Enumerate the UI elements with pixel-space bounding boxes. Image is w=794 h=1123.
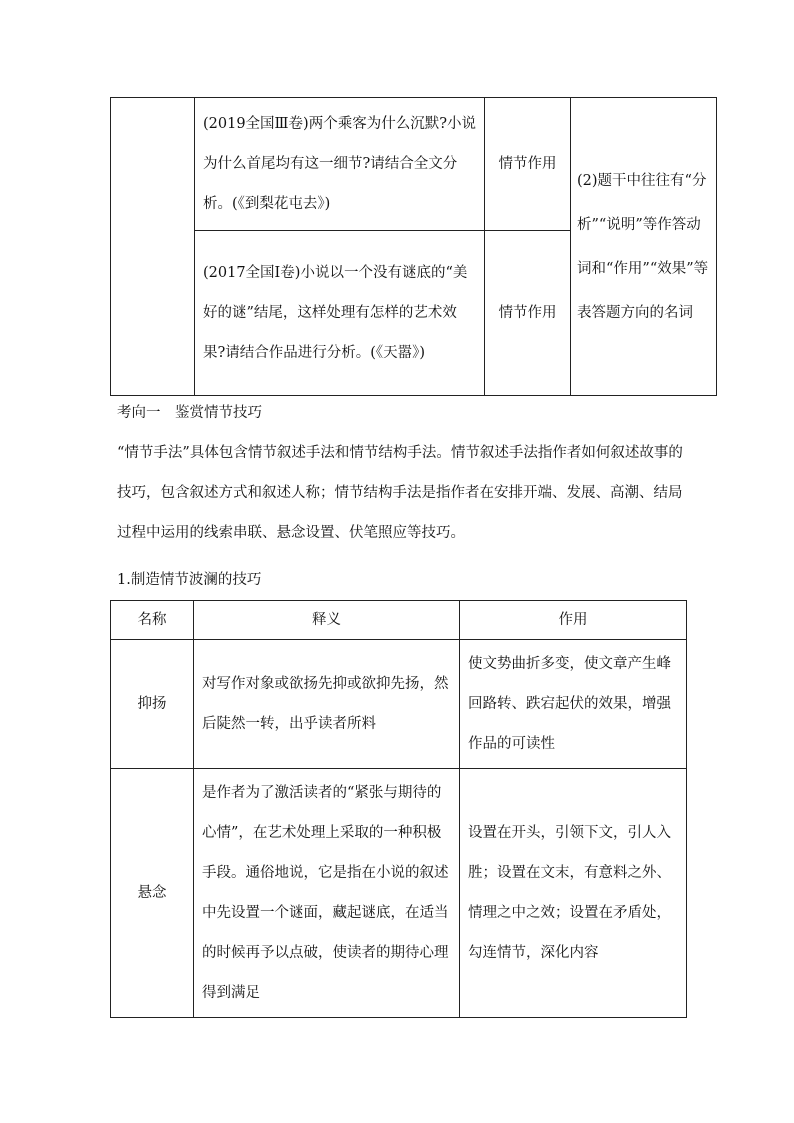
table-row: [111, 769, 687, 1018]
technique-table: [110, 600, 687, 1018]
section-heading: 考向一 鉴赏情节技巧: [117, 405, 262, 421]
note-cell: (2)题干中往往有“分析”“说明”等作答动词和“作用”“效果”等表答题方向的名词: [571, 98, 717, 396]
table-row: [111, 98, 717, 231]
question-cell: (2019全国Ⅲ卷)两个乘客为什么沉默?小说为什么首尾均有这一细节?请结合全文分析。(《到梨花屯去》): [195, 98, 485, 231]
question-cell: (2017全国Ⅰ卷)小说以一个没有谜底的“美好的谜”结尾，这样处理有怎样的艺术效果?请结合作品进行分析。(《天嚣》): [195, 231, 485, 396]
question-examples-table: [110, 97, 717, 396]
technique-effect: 使文势曲折多变，使文章产生峰回路转、跌宕起伏的效果，增强作品的可读性: [460, 640, 687, 769]
table-header-row: [111, 601, 687, 640]
technique-effect: 设置在开头，引领下文，引人入胜；设置在文末，有意料之外、情理之中之效；设置在矛盾处，勾连情节，深化内容: [460, 769, 687, 1018]
technique-definition: 是作者为了激活读者的“紧张与期待的心情”，在艺术处理上采取的一种积极手段。通俗地说，它是指在小说的叙述中先设置一个谜面，藏起谜底，在适当的时候再予以点破，使读者的期待心理得到满足: [194, 769, 460, 1018]
category-cell: 情节作用: [485, 231, 571, 396]
header-name: 名称: [111, 601, 194, 640]
table-row: [111, 640, 687, 769]
subheading: 1.制造情节波澜的技巧: [117, 572, 262, 588]
header-effect: 作用: [460, 601, 687, 640]
empty-label-cell: [111, 98, 195, 396]
intro-paragraph: “情节手法”具体包含情节叙述手法和情节结构手法。情节叙述手法指作者如何叙述故事的技巧，包含叙述方式和叙述人称；情节结构手法是指作者在安排开端、发展、高潮、结局过程中运用的线索串联、悬念设置、伏笔照应等技巧。: [117, 445, 683, 541]
technique-name: 悬念: [111, 769, 194, 1018]
category-cell: 情节作用: [485, 98, 571, 231]
header-definition: 释义: [194, 601, 460, 640]
technique-name: 抑扬: [111, 640, 194, 769]
technique-definition: 对写作对象或欲扬先抑或欲抑先扬，然后陡然一转，出乎读者所料: [194, 640, 460, 769]
